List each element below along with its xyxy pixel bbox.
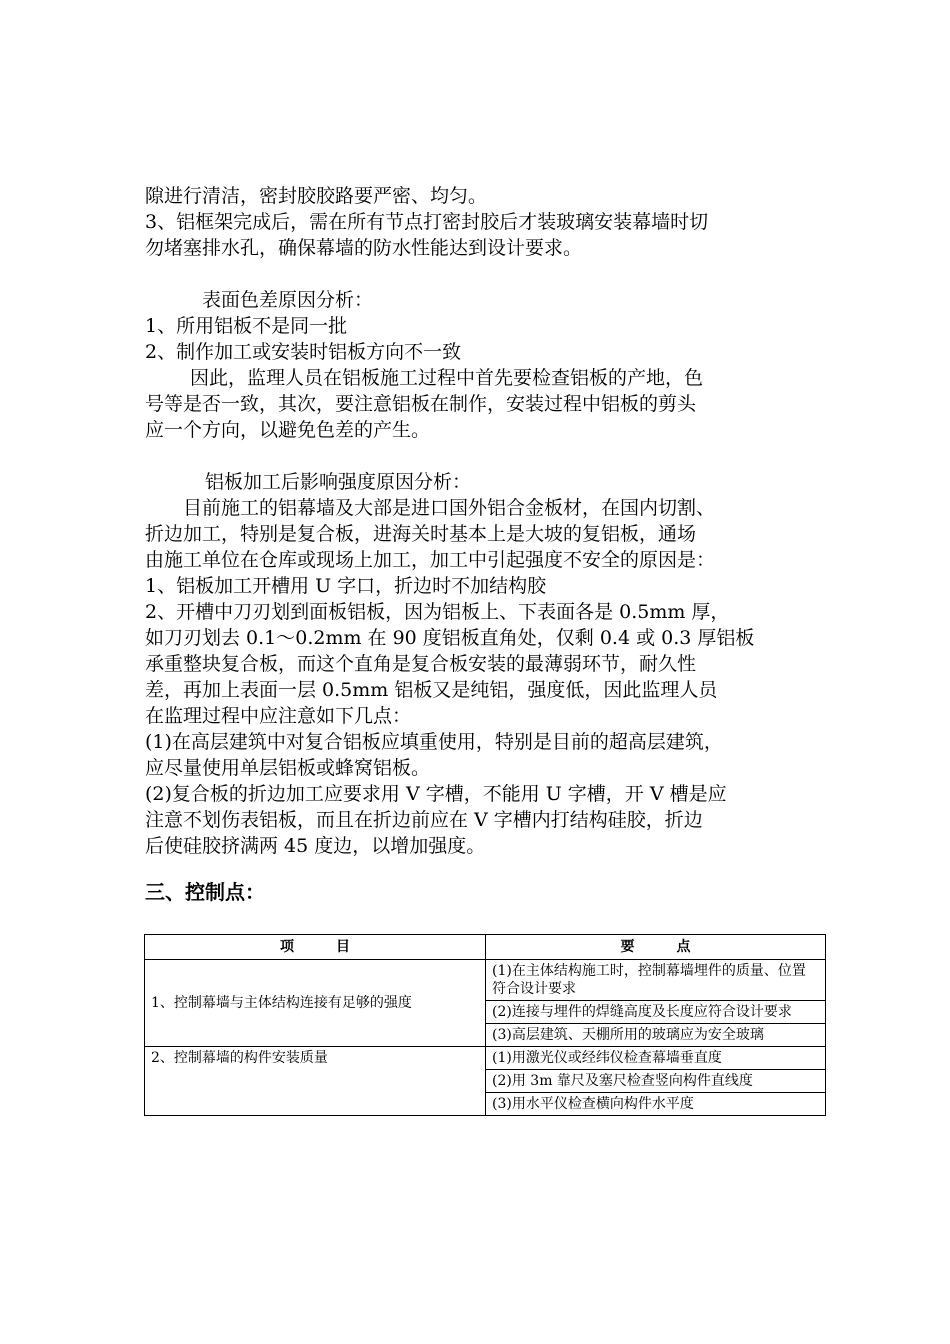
table-row: [145, 1047, 826, 1070]
point-cell: (1)用激光仪或经纬仪检查幕墙垂直度: [486, 1047, 826, 1070]
list-item: 如刀刃划去 0.1～0.2mm 在 90 度铝板直角处，仅剩 0.4 或 0.3 厚铝板: [145, 627, 755, 649]
list-item: 1、铝板加工开槽用 U 字口，折边时不加结构胶: [145, 575, 547, 597]
paragraph: 折边加工，特别是复合板，进海关时基本上是大坡的复铝板，通场: [145, 523, 697, 545]
item-cell: 2、控制幕墙的构件安装质量: [145, 1047, 486, 1116]
point-cell: (1)在主体结构施工时，控制幕墙埋件的质量、位置符合设计要求: [486, 960, 826, 1001]
point-cell: (2)用 3m 靠尺及塞尺检查竖向构件直线度: [486, 1070, 826, 1093]
paragraph: 号等是否一致，其次，要注意铝板在制作，安装过程中铝板的剪头: [145, 393, 697, 415]
sub-item: 注意不划伤表铝板，而且在折边前应在 V 字槽内打结构硅胶，折边: [145, 809, 703, 831]
list-item: 2、制作加工或安装时铝板方向不一致: [145, 341, 462, 363]
point-cell: (3)高层建筑、天棚所用的玻璃应为安全玻璃: [486, 1024, 826, 1047]
section-title-control-points: 三、控制点：: [145, 880, 265, 904]
sub-item: (2)复合板的折边加工应要求用 V 字槽，不能用 U 字槽，开 V 槽是应: [145, 783, 727, 805]
list-item: 1、所用铝板不是同一批: [145, 315, 348, 337]
point-cell: (2)连接与埋件的焊缝高度及长度应符合设计要求: [486, 1001, 826, 1024]
list-item: 差，再加上表面一层 0.5mm 铝板又是纯铝，强度低，因此监理人员: [145, 679, 718, 701]
sub-item: 后使硅胶挤满两 45 度边，以增加强度。: [145, 835, 486, 857]
paragraph: 目前施工的铝幕墙及大部是进口国外铝合金板材，在国内切割、: [183, 497, 716, 519]
header-points: 要 点: [486, 935, 826, 960]
paragraph: 3、铝框架完成后，需在所有节点打密封胶后才装玻璃安装幕墙时切: [145, 211, 709, 233]
sub-item: 应尽量使用单层铝板或蜂窝铝板。: [145, 757, 431, 779]
paragraph: 由施工单位在仓库或现场上加工，加工中引起强度不安全的原因是：: [145, 549, 716, 571]
item-cell: 1、控制幕墙与主体结构连接有足够的强度: [145, 960, 486, 1047]
sub-item: (1)在高层建筑中对复合铝板应填重使用，特别是目前的超高层建筑，: [145, 731, 723, 753]
control-points-table: [144, 934, 826, 1116]
table-row: [145, 960, 826, 1001]
paragraph: 勿堵塞排水孔，确保幕墙的防水性能达到设计要求。: [145, 237, 583, 259]
body-text: [145, 183, 825, 905]
paragraph: 因此，监理人员在铝板施工过程中首先要检查铝板的产地，色: [190, 367, 704, 389]
point-cell: (3)用水平仪检查横向构件水平度: [486, 1093, 826, 1116]
subheading-color-difference: 表面色差原因分析：: [202, 289, 374, 311]
table-header-row: [145, 935, 826, 960]
header-item: 项 目: [145, 935, 486, 960]
list-item: 在监理过程中应注意如下几点：: [145, 705, 412, 727]
paragraph: 应一个方向，以避免色差的产生。: [145, 419, 431, 441]
subheading-strength: 铝板加工后影响强度原因分析：: [205, 471, 472, 493]
list-item: 2、开槽中刀刃划到面板铝板，因为铝板上、下表面各是 0.5mm 厚，: [145, 601, 730, 623]
paragraph: 隙进行清洁，密封胶胶路要严密、均匀。: [145, 185, 488, 207]
list-item: 承重整块复合板，而这个直角是复合板安装的最薄弱环节，耐久性: [145, 653, 697, 675]
